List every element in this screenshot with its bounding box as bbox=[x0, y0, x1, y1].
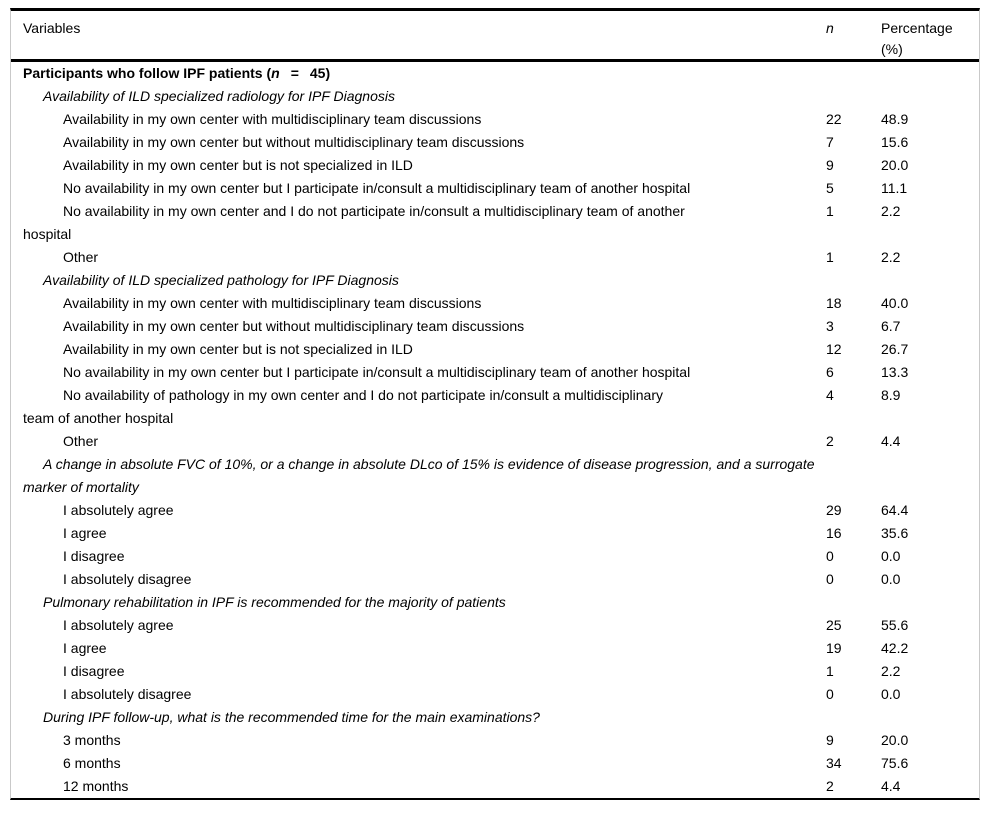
table-row bbox=[11, 338, 979, 361]
percentage-cell: 8.9 bbox=[881, 387, 901, 403]
row-line bbox=[11, 545, 979, 568]
table-row bbox=[11, 729, 979, 752]
n-cell: 9 bbox=[826, 157, 834, 173]
percentage-cell bbox=[881, 85, 979, 108]
variable-cell: Availability in my own center with multidisciplinary team discussions bbox=[63, 295, 482, 311]
variable-cell: Availability in my own center but is not specialized in ILD bbox=[63, 157, 413, 173]
table-row bbox=[11, 775, 979, 798]
variable-cell: 6 months bbox=[63, 755, 121, 771]
section-header-row bbox=[11, 269, 979, 292]
column-header-n: n bbox=[826, 20, 834, 36]
percentage-cell: 75.6 bbox=[881, 755, 909, 771]
section-header-row bbox=[11, 591, 979, 614]
row-line bbox=[11, 108, 979, 131]
variable-cell: I absolutely disagree bbox=[63, 686, 192, 702]
continuation-line: marker of mortality bbox=[23, 479, 139, 495]
n-cell: 19 bbox=[826, 640, 842, 656]
survey-results-table bbox=[10, 8, 980, 800]
variable-cell: I agree bbox=[63, 525, 107, 541]
row-line bbox=[11, 775, 979, 798]
variable-cell: No availability in my own center but I participate in/consult a multidisciplinary team of another hospital bbox=[63, 180, 691, 196]
column-header-percentage-line1: Percentage bbox=[881, 20, 953, 36]
percentage-cell: 2.2 bbox=[881, 203, 901, 219]
section-header-row bbox=[11, 453, 979, 499]
table-row bbox=[11, 499, 979, 522]
table-row bbox=[11, 568, 979, 591]
percentage-cell: 20.0 bbox=[881, 732, 909, 748]
table-row bbox=[11, 752, 979, 775]
table-row bbox=[11, 683, 979, 706]
n-cell: 9 bbox=[826, 732, 834, 748]
percentage-cell: 4.4 bbox=[881, 778, 901, 794]
row-line bbox=[11, 637, 979, 660]
variable-cell: Availability of ILD specialized radiology for IPF Diagnosis bbox=[43, 88, 395, 104]
percentage-cell: 42.2 bbox=[881, 640, 909, 656]
variable-cell: Availability of ILD specialized pathology for IPF Diagnosis bbox=[43, 272, 399, 288]
row-line bbox=[11, 62, 979, 85]
n-cell bbox=[826, 85, 881, 108]
table-row bbox=[11, 614, 979, 637]
table-header-row bbox=[11, 11, 979, 62]
percentage-cell: 2.2 bbox=[881, 663, 901, 679]
row-line bbox=[11, 683, 979, 706]
column-header-percentage bbox=[881, 18, 979, 59]
percentage-cell: 35.6 bbox=[881, 525, 909, 541]
percentage-cell: 0.0 bbox=[881, 571, 901, 587]
variable-cell: I absolutely disagree bbox=[63, 571, 192, 587]
variable-cell: Availability in my own center with multidisciplinary team discussions bbox=[63, 111, 482, 127]
variable-cell: 3 months bbox=[63, 732, 121, 748]
n-cell: 22 bbox=[826, 111, 842, 127]
percentage-cell bbox=[881, 591, 979, 614]
n-cell: 2 bbox=[826, 778, 834, 794]
row-line bbox=[11, 85, 979, 108]
table-row bbox=[11, 430, 979, 453]
n-cell bbox=[826, 269, 881, 292]
section-header-row bbox=[11, 85, 979, 108]
variable-cell: Other bbox=[63, 433, 99, 449]
percentage-cell: 2.2 bbox=[881, 249, 901, 265]
group-header-row bbox=[11, 62, 979, 85]
n-cell: 6 bbox=[826, 364, 834, 380]
variable-cell: Availability in my own center but is not specialized in ILD bbox=[63, 341, 413, 357]
n-cell: 5 bbox=[826, 180, 834, 196]
percentage-cell: 0.0 bbox=[881, 686, 901, 702]
percentage-cell: 13.3 bbox=[881, 364, 909, 380]
n-cell: 0 bbox=[826, 571, 834, 587]
table-row bbox=[11, 292, 979, 315]
percentage-cell: 48.9 bbox=[881, 111, 909, 127]
table-row bbox=[11, 522, 979, 545]
n-cell: 2 bbox=[826, 433, 834, 449]
row-line bbox=[11, 292, 979, 315]
table-body bbox=[11, 62, 979, 798]
row-line bbox=[11, 430, 979, 453]
n-cell: 0 bbox=[826, 548, 834, 564]
row-line bbox=[11, 154, 979, 177]
percentage-cell: 26.7 bbox=[881, 341, 909, 357]
variable-cell: No availability in my own center and I do not participate in/consult a multidisciplinary team of another bbox=[63, 203, 685, 219]
variable-cell: Availability in my own center but without multidisciplinary team discussions bbox=[63, 134, 525, 150]
row-line bbox=[11, 568, 979, 591]
row-line bbox=[11, 499, 979, 522]
row-line bbox=[11, 177, 979, 200]
variable-cell: Availability in my own center but without multidisciplinary team discussions bbox=[63, 318, 525, 334]
percentage-cell: 6.7 bbox=[881, 318, 901, 334]
row-line bbox=[11, 315, 979, 338]
n-cell: 25 bbox=[826, 617, 842, 633]
variable-cell bbox=[11, 62, 826, 85]
table-row bbox=[11, 108, 979, 131]
n-cell bbox=[826, 706, 881, 729]
row-line bbox=[11, 706, 979, 729]
table-row bbox=[11, 384, 979, 430]
table-row bbox=[11, 660, 979, 683]
percentage-cell: 20.0 bbox=[881, 157, 909, 173]
percentage-cell: 15.6 bbox=[881, 134, 909, 150]
percentage-cell: 64.4 bbox=[881, 502, 909, 518]
n-cell: 0 bbox=[826, 686, 834, 702]
section-header-row bbox=[11, 706, 979, 729]
n-cell: 1 bbox=[826, 203, 834, 219]
row-line bbox=[11, 614, 979, 637]
n-cell bbox=[826, 453, 881, 476]
percentage-cell: 40.0 bbox=[881, 295, 909, 311]
percentage-cell bbox=[881, 453, 979, 476]
row-line bbox=[11, 269, 979, 292]
group-label-n-symbol: n bbox=[271, 65, 280, 81]
n-cell: 4 bbox=[826, 387, 834, 403]
percentage-cell: 11.1 bbox=[881, 180, 908, 196]
row-line bbox=[11, 384, 979, 407]
row-line bbox=[11, 729, 979, 752]
table-row bbox=[11, 315, 979, 338]
percentage-cell bbox=[881, 62, 979, 85]
row-line bbox=[11, 246, 979, 269]
percentage-cell bbox=[881, 269, 979, 292]
variable-cell: Other bbox=[63, 249, 99, 265]
row-line bbox=[11, 752, 979, 775]
n-cell: 29 bbox=[826, 502, 842, 518]
row-line bbox=[11, 453, 979, 476]
column-header-percentage-line2: (%) bbox=[881, 41, 903, 57]
table-row bbox=[11, 200, 979, 246]
n-cell: 1 bbox=[826, 663, 834, 679]
continuation-line: team of another hospital bbox=[23, 410, 174, 426]
row-line bbox=[11, 361, 979, 384]
row-line bbox=[11, 131, 979, 154]
variable-cell: During IPF follow-up, what is the recommended time for the main examinations? bbox=[43, 709, 540, 725]
group-label-count: 45) bbox=[309, 65, 331, 81]
variable-cell: I absolutely agree bbox=[63, 617, 174, 633]
variable-cell: I agree bbox=[63, 640, 107, 656]
variable-cell: Pulmonary rehabilitation in IPF is recommended for the majority of patients bbox=[43, 594, 506, 610]
continuation-line: hospital bbox=[23, 226, 72, 242]
table-row bbox=[11, 154, 979, 177]
row-line bbox=[11, 660, 979, 683]
variable-cell: No availability of pathology in my own center and I do not participate in/consult a multidisciplinary bbox=[63, 387, 663, 403]
table-row bbox=[11, 361, 979, 384]
group-label-prefix: Participants who follow IPF patients ( bbox=[23, 65, 272, 81]
table-row bbox=[11, 131, 979, 154]
variable-cell: No availability in my own center but I participate in/consult a multidisciplinary team of another hospital bbox=[63, 364, 691, 380]
variable-cell: I disagree bbox=[63, 663, 125, 679]
n-cell: 12 bbox=[826, 341, 842, 357]
variable-cell: I absolutely agree bbox=[63, 502, 174, 518]
row-line bbox=[11, 522, 979, 545]
variable-cell: A change in absolute FVC of 10%, or a change in absolute DLco of 15% is evidence of disease progression, and a surrogate bbox=[43, 456, 815, 472]
table-row bbox=[11, 637, 979, 660]
percentage-cell: 55.6 bbox=[881, 617, 909, 633]
n-cell: 7 bbox=[826, 134, 834, 150]
n-cell: 1 bbox=[826, 249, 834, 265]
table-row bbox=[11, 545, 979, 568]
n-cell: 16 bbox=[826, 525, 842, 541]
row-line bbox=[11, 200, 979, 223]
n-cell: 18 bbox=[826, 295, 842, 311]
n-cell bbox=[826, 591, 881, 614]
variable-cell: 12 months bbox=[63, 778, 129, 794]
percentage-cell: 4.4 bbox=[881, 433, 901, 449]
n-cell bbox=[826, 62, 881, 85]
row-line bbox=[11, 338, 979, 361]
group-label-equals: = bbox=[290, 65, 299, 81]
percentage-cell bbox=[881, 706, 979, 729]
table-row bbox=[11, 177, 979, 200]
n-cell: 34 bbox=[826, 755, 842, 771]
row-line bbox=[11, 591, 979, 614]
table-row bbox=[11, 246, 979, 269]
variable-cell: I disagree bbox=[63, 548, 125, 564]
percentage-cell: 0.0 bbox=[881, 548, 901, 564]
n-cell: 3 bbox=[826, 318, 834, 334]
column-header-variables: Variables bbox=[23, 20, 81, 36]
